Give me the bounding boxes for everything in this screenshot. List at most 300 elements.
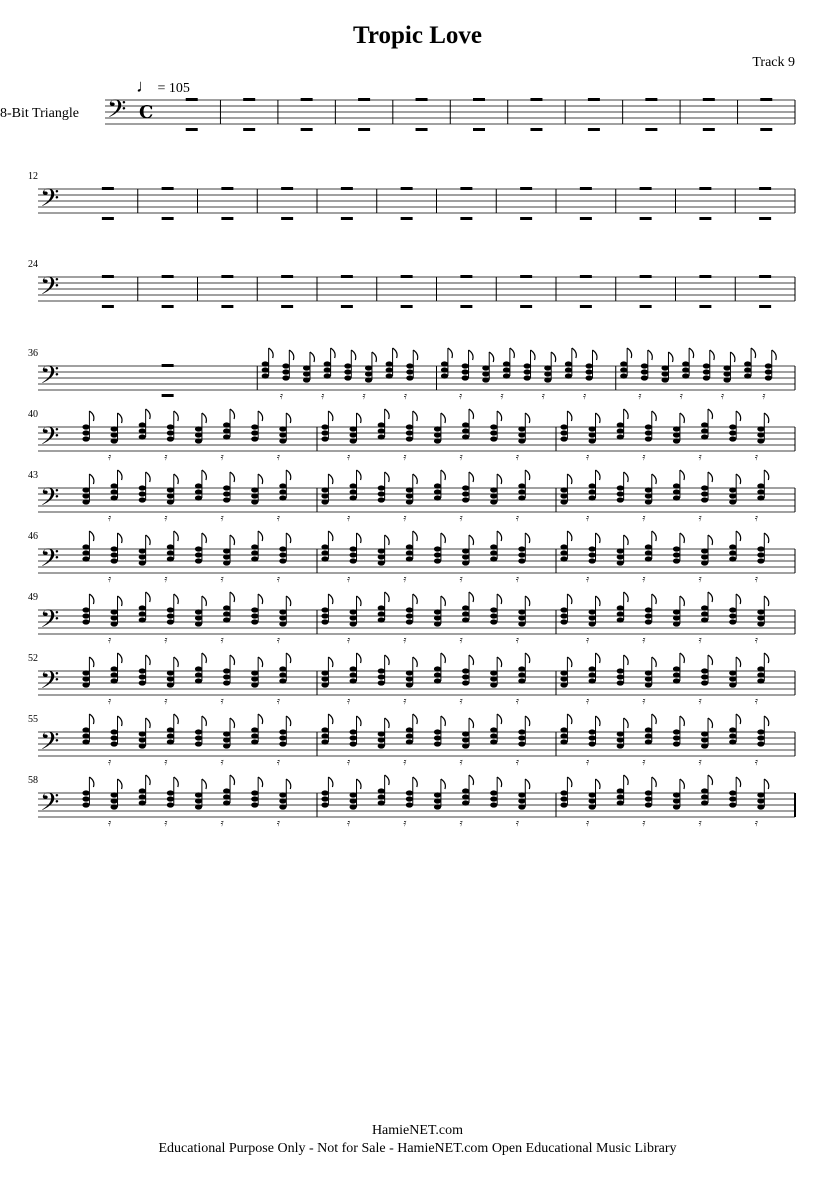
note-head	[589, 489, 596, 494]
whole-rest-icon	[760, 128, 772, 131]
note-head	[565, 373, 572, 378]
note-flag	[310, 352, 315, 362]
score-title: Tropic Love	[353, 22, 482, 49]
note-head	[82, 487, 89, 492]
sixteenth-rest-icon: 𝄿	[754, 696, 758, 707]
note-head	[589, 552, 596, 557]
note-head	[744, 361, 751, 366]
sixteenth-rest-icon: 𝄿	[403, 391, 407, 402]
note-head	[321, 733, 328, 738]
note-head	[723, 371, 730, 376]
note-head	[617, 497, 624, 502]
sixteenth-rest-icon: 𝄿	[108, 452, 112, 463]
whole-rest-icon	[530, 98, 542, 101]
note-head	[701, 485, 708, 490]
note-head	[560, 550, 567, 555]
note-head	[617, 668, 624, 673]
whole-rest-icon	[473, 128, 485, 131]
note-head	[560, 544, 567, 549]
note-head	[462, 794, 469, 799]
note-flag	[736, 474, 741, 484]
note-head	[518, 438, 525, 443]
note-head	[82, 676, 89, 681]
note-head	[524, 363, 531, 368]
note-head	[167, 544, 174, 549]
note-head	[279, 792, 286, 797]
note-head	[482, 377, 489, 382]
note-head	[729, 499, 736, 504]
note-head	[518, 546, 525, 551]
note-head	[673, 729, 680, 734]
note-head	[701, 491, 708, 496]
note-head	[589, 426, 596, 431]
note-head	[111, 495, 118, 500]
note-head	[321, 802, 328, 807]
sixteenth-rest-icon: 𝄿	[721, 391, 725, 402]
note-head	[350, 678, 357, 683]
note-head	[406, 493, 413, 498]
note-head	[350, 426, 357, 431]
note-head	[251, 676, 258, 681]
note-head	[490, 544, 497, 549]
whole-rest-icon	[281, 305, 293, 308]
measure-number: 58	[28, 775, 38, 786]
note-head	[251, 430, 258, 435]
note-head	[167, 682, 174, 687]
whole-rest-icon	[281, 275, 293, 278]
note-head	[111, 729, 118, 734]
note-head	[378, 680, 385, 685]
note-head	[701, 617, 708, 622]
note-head	[620, 361, 627, 366]
note-flag	[469, 592, 474, 602]
note-head	[223, 800, 230, 805]
note-head	[167, 619, 174, 624]
note-head	[462, 743, 469, 748]
note-head	[378, 497, 385, 502]
note-head	[82, 499, 89, 504]
note-flag	[736, 594, 741, 604]
note-head	[434, 558, 441, 563]
note-flag	[328, 657, 333, 667]
note-head	[350, 483, 357, 488]
note-head	[139, 554, 146, 559]
note-flag	[624, 592, 629, 602]
note-head	[518, 621, 525, 626]
whole-rest-icon	[341, 305, 353, 308]
sixteenth-rest-icon: 𝄿	[515, 513, 519, 524]
note-head	[251, 487, 258, 492]
note-head	[757, 735, 764, 740]
note-head	[434, 729, 441, 734]
note-head	[223, 794, 230, 799]
note-head	[139, 428, 146, 433]
note-head	[701, 605, 708, 610]
note-head	[195, 426, 202, 431]
sixteenth-rest-icon: 𝄿	[500, 391, 504, 402]
note-head	[139, 422, 146, 427]
sixteenth-rest-icon: 𝄿	[459, 696, 463, 707]
note-head	[589, 621, 596, 626]
note-head	[757, 666, 764, 671]
note-head	[729, 556, 736, 561]
note-head	[279, 483, 286, 488]
note-head	[195, 729, 202, 734]
note-head	[282, 375, 289, 380]
note-head	[365, 377, 372, 382]
note-head	[406, 556, 413, 561]
note-flag	[497, 714, 502, 724]
note-head	[195, 489, 202, 494]
note-head	[350, 495, 357, 500]
note-head	[223, 737, 230, 742]
note-flag	[286, 413, 291, 423]
note-flag	[708, 409, 713, 419]
sixteenth-rest-icon: 𝄿	[459, 452, 463, 463]
note-head	[195, 615, 202, 620]
note-head	[703, 363, 710, 368]
note-flag	[385, 655, 390, 665]
note-head	[139, 491, 146, 496]
sixteenth-rest-icon: 𝄿	[347, 513, 351, 524]
sixteenth-rest-icon: 𝄿	[347, 818, 351, 829]
note-flag	[202, 596, 207, 606]
sixteenth-rest-icon: 𝄿	[762, 391, 766, 402]
note-head	[279, 609, 286, 614]
measure-number: 36	[28, 348, 38, 359]
whole-rest-icon	[640, 305, 652, 308]
note-head	[303, 365, 310, 370]
note-flag	[357, 716, 362, 726]
note-flag	[258, 657, 263, 667]
note-flag	[286, 716, 291, 726]
note-head	[518, 489, 525, 494]
note-flag	[567, 657, 572, 667]
note-head	[262, 373, 269, 378]
note-head	[729, 670, 736, 675]
note-head	[757, 621, 764, 626]
note-head	[279, 495, 286, 500]
whole-rest-icon	[640, 217, 652, 220]
note-head	[378, 794, 385, 799]
note-head	[518, 792, 525, 797]
note-flag	[708, 655, 713, 665]
note-flag	[202, 413, 207, 423]
note-head	[303, 377, 310, 382]
note-head	[195, 741, 202, 746]
note-head	[518, 735, 525, 740]
note-head	[462, 375, 469, 380]
note-head	[350, 438, 357, 443]
note-head	[223, 428, 230, 433]
sixteenth-rest-icon: 𝄿	[586, 757, 590, 768]
note-head	[518, 552, 525, 557]
note-head	[673, 432, 680, 437]
note-head	[490, 430, 497, 435]
note-head	[350, 735, 357, 740]
note-flag	[497, 657, 502, 667]
note-flag	[469, 350, 474, 360]
note-head	[139, 668, 146, 673]
note-flag	[525, 716, 530, 726]
note-head	[82, 613, 89, 618]
note-head	[378, 611, 385, 616]
note-head	[279, 672, 286, 677]
note-head	[490, 727, 497, 732]
bass-clef-icon: 𝄢	[107, 95, 127, 130]
note-head	[406, 619, 413, 624]
note-head	[701, 422, 708, 427]
note-flag	[146, 592, 151, 602]
note-head	[251, 556, 258, 561]
note-head	[321, 619, 328, 624]
note-head	[251, 733, 258, 738]
note-head	[462, 674, 469, 679]
instrument-name: 8-Bit Triangle	[0, 106, 79, 121]
note-head	[378, 491, 385, 496]
note-head	[518, 615, 525, 620]
note-head	[544, 365, 551, 370]
note-head	[729, 493, 736, 498]
whole-rest-icon	[162, 394, 174, 397]
note-head	[462, 363, 469, 368]
note-head	[673, 489, 680, 494]
measure-number: 24	[28, 259, 38, 270]
note-flag	[413, 531, 418, 541]
note-head	[503, 367, 510, 372]
note-head	[111, 438, 118, 443]
note-head	[617, 434, 624, 439]
note-head	[729, 796, 736, 801]
note-head	[378, 548, 385, 553]
note-head	[167, 676, 174, 681]
note-flag	[624, 535, 629, 545]
note-head	[82, 682, 89, 687]
note-flag	[680, 653, 685, 663]
note-head	[701, 800, 708, 805]
note-flag	[230, 472, 235, 482]
note-flag	[286, 596, 291, 606]
note-head	[223, 422, 230, 427]
note-flag	[652, 411, 657, 421]
note-head	[406, 487, 413, 492]
note-head	[223, 674, 230, 679]
note-head	[279, 798, 286, 803]
note-head	[757, 483, 764, 488]
whole-rest-icon	[460, 305, 472, 308]
note-head	[585, 369, 592, 374]
note-flag	[708, 775, 713, 785]
note-head	[279, 432, 286, 437]
note-head	[434, 678, 441, 683]
sixteenth-rest-icon: 𝄿	[754, 574, 758, 585]
note-head	[673, 792, 680, 797]
note-head	[729, 487, 736, 492]
note-head	[757, 672, 764, 677]
note-head	[82, 733, 89, 738]
note-head	[729, 739, 736, 744]
whole-rest-icon	[759, 187, 771, 190]
note-head	[167, 607, 174, 612]
note-head	[673, 621, 680, 626]
whole-rest-icon	[281, 217, 293, 220]
note-head	[617, 485, 624, 490]
note-head	[490, 607, 497, 612]
note-flag	[736, 411, 741, 421]
note-head	[462, 668, 469, 673]
sixteenth-rest-icon: 𝄿	[220, 635, 224, 646]
note-flag	[230, 655, 235, 665]
sixteenth-rest-icon: 𝄿	[279, 391, 283, 402]
note-head	[378, 617, 385, 622]
whole-rest-icon	[460, 217, 472, 220]
whole-rest-icon	[358, 128, 370, 131]
sixteenth-rest-icon: 𝄿	[347, 635, 351, 646]
note-head	[645, 733, 652, 738]
note-flag	[328, 714, 333, 724]
note-head	[223, 548, 230, 553]
note-flag	[596, 533, 601, 543]
sixteenth-rest-icon: 𝄿	[754, 452, 758, 463]
note-head	[195, 558, 202, 563]
note-head	[167, 790, 174, 795]
note-head	[406, 363, 413, 368]
note-head	[729, 424, 736, 429]
note-head	[406, 369, 413, 374]
sixteenth-rest-icon: 𝄿	[164, 513, 168, 524]
note-head	[757, 426, 764, 431]
note-flag	[174, 714, 179, 724]
sixteenth-rest-icon: 𝄿	[403, 696, 407, 707]
note-flag	[652, 594, 657, 604]
note-flag	[89, 474, 94, 484]
sixteenth-rest-icon: 𝄿	[164, 696, 168, 707]
note-head	[434, 798, 441, 803]
note-flag	[689, 348, 694, 358]
note-head	[462, 497, 469, 502]
whole-rest-icon	[341, 275, 353, 278]
note-head	[518, 798, 525, 803]
note-head	[223, 605, 230, 610]
note-flag	[230, 592, 235, 602]
note-flag	[413, 777, 418, 787]
note-flag	[441, 596, 446, 606]
note-head	[645, 550, 652, 555]
note-head	[620, 373, 627, 378]
note-head	[490, 436, 497, 441]
note-head	[251, 550, 258, 555]
note-flag	[596, 596, 601, 606]
note-head	[195, 483, 202, 488]
note-head	[111, 609, 118, 614]
note-head	[462, 369, 469, 374]
note-head	[589, 546, 596, 551]
note-head	[701, 497, 708, 502]
sixteenth-rest-icon: 𝄿	[459, 818, 463, 829]
note-head	[378, 485, 385, 490]
note-head	[729, 802, 736, 807]
note-head	[82, 670, 89, 675]
sixteenth-rest-icon: 𝄿	[276, 635, 280, 646]
note-head	[729, 544, 736, 549]
note-head	[701, 674, 708, 679]
note-head	[406, 550, 413, 555]
note-flag	[551, 352, 556, 362]
note-head	[462, 491, 469, 496]
note-head	[617, 560, 624, 565]
sixteenth-rest-icon: 𝄿	[276, 452, 280, 463]
note-head	[262, 361, 269, 366]
note-flag	[385, 409, 390, 419]
note-head	[139, 794, 146, 799]
sixteenth-rest-icon: 𝄿	[347, 696, 351, 707]
sixteenth-rest-icon: 𝄿	[347, 757, 351, 768]
sixteenth-rest-icon: 𝄿	[541, 391, 545, 402]
note-head	[589, 672, 596, 677]
note-head	[167, 733, 174, 738]
note-flag	[385, 718, 390, 728]
note-flag	[441, 413, 446, 423]
sixteenth-rest-icon: 𝄿	[459, 391, 463, 402]
sixteenth-rest-icon: 𝄿	[754, 757, 758, 768]
sixteenth-rest-icon: 𝄿	[362, 391, 366, 402]
note-head	[589, 495, 596, 500]
note-flag	[286, 533, 291, 543]
note-head	[673, 666, 680, 671]
note-head	[167, 499, 174, 504]
note-flag	[764, 596, 769, 606]
note-flag	[385, 535, 390, 545]
note-head	[82, 739, 89, 744]
note-head	[589, 483, 596, 488]
note-head	[757, 489, 764, 494]
note-head	[251, 802, 258, 807]
note-head	[589, 798, 596, 803]
note-head	[757, 615, 764, 620]
bass-clef-icon: 𝄢	[40, 727, 60, 762]
note-head	[279, 615, 286, 620]
note-head	[378, 554, 385, 559]
note-head	[645, 493, 652, 498]
note-head	[139, 611, 146, 616]
note-head	[462, 800, 469, 805]
note-head	[406, 796, 413, 801]
note-head	[223, 485, 230, 490]
note-head	[757, 558, 764, 563]
note-head	[617, 788, 624, 793]
note-head	[111, 678, 118, 683]
note-head	[729, 676, 736, 681]
note-head	[434, 792, 441, 797]
note-head	[195, 798, 202, 803]
note-head	[279, 558, 286, 563]
note-flag	[357, 413, 362, 423]
note-head	[490, 613, 497, 618]
whole-rest-icon	[760, 98, 772, 101]
note-head	[682, 361, 689, 366]
note-head	[490, 499, 497, 504]
note-head	[673, 804, 680, 809]
note-flag	[469, 655, 474, 665]
note-head	[589, 804, 596, 809]
note-head	[589, 729, 596, 734]
note-head	[462, 422, 469, 427]
sixteenth-rest-icon: 𝄿	[108, 818, 112, 829]
note-head	[560, 487, 567, 492]
sixteenth-rest-icon: 𝄿	[515, 696, 519, 707]
note-flag	[385, 472, 390, 482]
note-head	[661, 377, 668, 382]
